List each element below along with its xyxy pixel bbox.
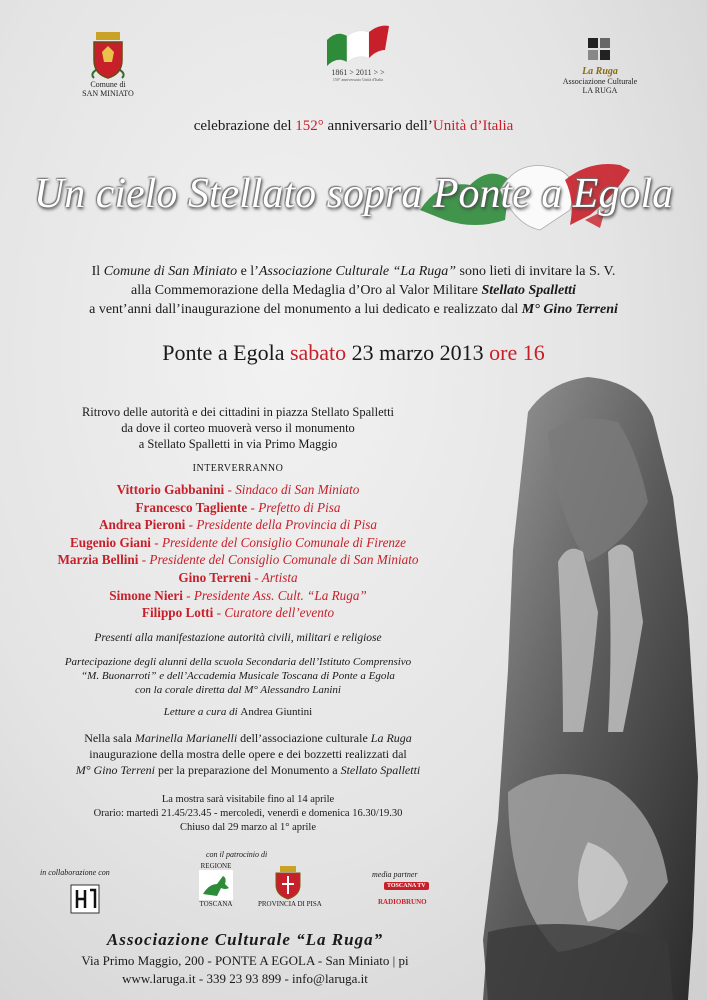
presenti-text: Presenti alla manifestazione autorità civili, militari e religiose: [94, 632, 382, 644]
partecipazione-line: “M. Buonarroti” e dell’Accademia Musicale Toscana di Ponte a Egola: [81, 670, 395, 682]
collab-label: in collaborazione con: [40, 868, 110, 877]
mostra-line-2: inaugurazione della mostra delle opere e dei bozzetti realizzati dal: [89, 747, 407, 761]
ritrovo-block: [28, 404, 448, 452]
la-ruga-emblem-icon: [586, 36, 614, 66]
intro-line-2: [0, 281, 707, 300]
speaker-role: - Presidente Ass. Cult. “La Ruga”: [182, 587, 367, 603]
media-partner-2: RADIOBRUNO: [378, 898, 427, 906]
celebration-middle: anniversario dell’: [323, 118, 433, 134]
coat-of-arms-icon: [88, 30, 128, 80]
speaker-role: - Presidente del Consiglio Comunale di Firenze: [150, 534, 407, 550]
speaker-name: Simone Nieri: [109, 587, 183, 603]
letture-line: [28, 706, 448, 718]
mostra-l1d: La Ruga: [370, 731, 412, 745]
speaker-role: - Artista: [251, 569, 298, 585]
collab-logo-icon: [70, 884, 100, 914]
speaker-role: - Sindaco di San Miniato: [224, 482, 360, 497]
speaker-name: Francesco Tagliente: [135, 499, 248, 515]
orari-line: La mostra sarà visitabile fino al 14 aprile: [161, 794, 335, 805]
speaker-name: Filippo Lotti: [141, 605, 214, 621]
celebration-unita: Unità d’Italia: [432, 118, 514, 134]
italian-flag-icon: [323, 22, 393, 68]
celebration-line: [0, 118, 707, 135]
speaker-role: - Prefetto di Pisa: [247, 499, 341, 515]
speaker-row: [28, 604, 448, 622]
mostra-l3a: M° Gino Terreni: [75, 763, 155, 777]
mostra-l3c: Stellato Spalletti: [340, 763, 421, 777]
unita-italia-logo: [308, 22, 408, 82]
la-ruga-caption-1: Associazione Culturale: [562, 77, 638, 86]
la-ruga-caption-2: LA RUGA: [582, 86, 618, 95]
address-line: Via Primo Maggio, 200 - PONTE A EGOLA - San Miniato | pi: [81, 953, 409, 968]
media-partner-1: TOSCANA TV: [384, 882, 429, 890]
intro-text: [0, 262, 707, 319]
speaker-name: Vittorio Gabbanini: [116, 482, 225, 497]
intro-l3b: M° Gino Terreni: [521, 302, 618, 317]
intro-line-1: [0, 262, 707, 281]
celebration-number: 152°: [295, 118, 324, 134]
regione-toscana-logo: [196, 862, 236, 908]
intro-l1e: sono lieti di invitare la S. V.: [456, 264, 616, 279]
partecipazione-line: Partecipazione degli alunni della scuola Secondaria dell’Istituto Comprensivo: [64, 656, 412, 668]
event-line: [0, 340, 707, 366]
ritrovo-line: a Stellato Spalletti in via Primo Maggio: [138, 437, 338, 451]
event-time: ore 16: [489, 340, 545, 365]
mostra-l1c: dell’associazione culturale: [237, 731, 371, 745]
pisa-shield-icon: [274, 866, 302, 900]
speakers-list: [28, 481, 448, 622]
event-place: Ponte a Egola: [162, 340, 290, 365]
ritrovo-line: da dove il corteo muoverà verso il monumento: [121, 421, 355, 435]
mostra-line-1: [28, 730, 468, 746]
monument-sculpture-image: [468, 372, 707, 1000]
intro-l1c: e l’: [237, 264, 259, 279]
letture-label: Letture a cura di: [163, 706, 241, 718]
speaker-row: [28, 516, 448, 534]
partecipazione-block: [28, 655, 448, 697]
mostra-line-3: [28, 762, 468, 778]
provincia-pisa-logo: [258, 866, 322, 908]
speaker-role: - Presidente della Provincia di Pisa: [185, 517, 377, 533]
speaker-name: Eugenio Giani: [69, 534, 151, 550]
speaker-name: Andrea Pieroni: [98, 517, 186, 533]
association-name: Associazione Culturale “La Ruga”: [106, 930, 384, 949]
interverranno-label: INTERVERRANNO: [192, 463, 284, 474]
speaker-role: - Presidente del Consiglio Comunale di San Miniato: [138, 552, 419, 568]
intro-l2b: Stellato Spalletti: [481, 283, 576, 298]
speaker-row: [28, 499, 448, 517]
orari-block: [28, 793, 468, 835]
regione-bottom-label: TOSCANA: [199, 900, 233, 908]
letture-name: Andrea Giuntini: [240, 706, 313, 718]
speaker-role: - Curatore dell’evento: [213, 605, 335, 621]
unita-subtitle: 150° anniversario Unità d'Italia: [332, 77, 384, 82]
speaker-row: [28, 534, 448, 552]
mostra-l1b: Marinella Marianelli: [134, 731, 238, 745]
event-day: sabato: [289, 340, 347, 365]
regione-top-label: REGIONE: [200, 862, 232, 870]
intro-l1d: Associazione Culturale “La Ruga”: [258, 264, 457, 279]
patrocinio-label: con il patrocinio di: [206, 850, 268, 859]
contacts-line: www.laruga.it - 339 23 93 899 - info@laruga.it: [122, 971, 368, 986]
intro-l1a: Il: [91, 264, 104, 279]
partecipazione-line: con la corale diretta dal M° Alessandro Lanini: [135, 684, 341, 696]
la-ruga-logo: [550, 36, 650, 95]
ritrovo-line: Ritrovo delle autorità e dei cittadini in piazza Stellato Spalletti: [81, 405, 395, 419]
speaker-name: Marzia Bellini: [57, 552, 139, 568]
media-label: media partner: [372, 870, 418, 879]
speaker-row: [28, 587, 448, 605]
intro-l1b: Comune di San Miniato: [103, 264, 238, 279]
pegasus-icon: [199, 870, 233, 900]
orari-line: Chiuso dal 29 marzo al 1° aprile: [180, 822, 316, 833]
intro-line-3: [0, 300, 707, 319]
page-title: Un cielo Stellato sopra Ponte a Egola: [33, 171, 674, 217]
unita-years: 1861 > 2011 > >: [331, 68, 385, 77]
provincia-label: PROVINCIA DI PISA: [258, 900, 322, 908]
speaker-row: [28, 569, 448, 587]
speaker-row: [28, 481, 448, 499]
speaker-name: Gino Terreni: [178, 569, 251, 585]
mostra-l3b: per la preparazione del Monumento a: [154, 763, 341, 777]
celebration-prefix: celebrazione del: [193, 118, 296, 134]
intro-l2a: alla Commemorazione della Medaglia d’Oro al Valor Militare: [131, 283, 482, 298]
event-date: 23 marzo 2013: [346, 340, 490, 365]
la-ruga-brand: La Ruga: [582, 66, 618, 77]
intro-l3a: a vent’anni dall’inaugurazione del monumento a lui dedicato e realizzato dal: [89, 302, 522, 317]
orari-line: Orario: martedì 21.45/23.45 - mercoledì, venerdì e domenica 16.30/19.30: [93, 808, 403, 819]
mostra-block: [28, 730, 468, 778]
speaker-row: [28, 551, 448, 569]
san-miniato-logo: [68, 30, 148, 98]
mostra-l1a: Nella sala: [84, 731, 135, 745]
san-miniato-caption-1: Comune di: [90, 80, 126, 89]
san-miniato-caption-2: SAN MINIATO: [82, 89, 134, 98]
